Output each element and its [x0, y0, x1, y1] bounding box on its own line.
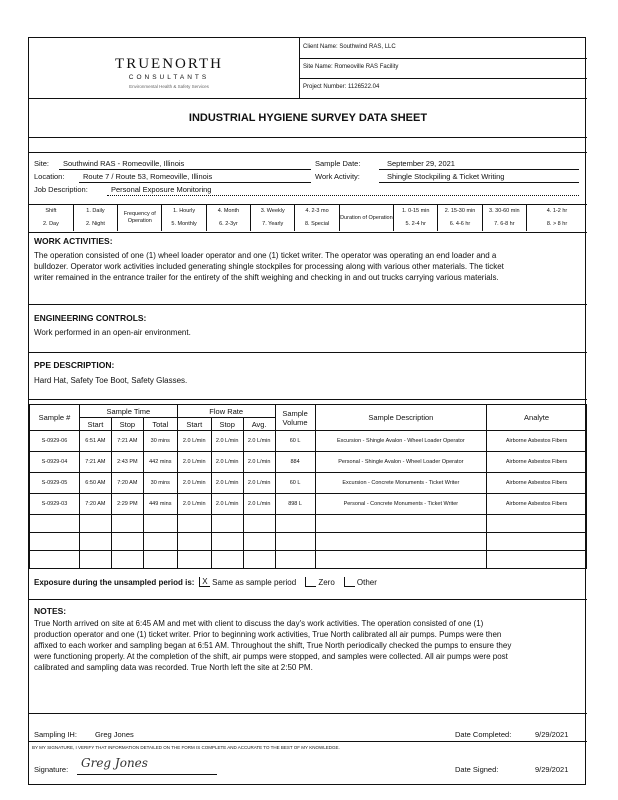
text-line: writer remained in the entrance trailer for the entirety of the shift weighing and checking in and out trucks carrying various materials.: [34, 273, 499, 282]
other-checkbox[interactable]: [344, 577, 355, 587]
freq-cell: 4. 1-2 hr: [546, 208, 568, 214]
same-option-label: Same as sample period: [212, 578, 297, 587]
cell: 884: [275, 452, 315, 473]
logo-sub: CONSULTANTS: [128, 74, 210, 81]
site-name-field: [303, 64, 398, 70]
cell: 2.0 L/min: [211, 494, 243, 515]
freq-cell: Duration of Operation: [339, 205, 393, 231]
cell: 7:21 AM: [79, 452, 111, 473]
col-start: Start: [79, 418, 111, 431]
text-line: True North arrived on site at 6:45 AM and met with client to discuss the day's work activities. The operation consisted of one (1): [34, 619, 484, 628]
work-activity-label: Work Activity:: [315, 172, 360, 181]
work-activities-text: [34, 250, 582, 283]
freq-cell: 7. Yearly: [251, 218, 295, 231]
client-field: [303, 44, 396, 50]
freq-cell: Frequency of Operation: [118, 205, 162, 231]
client-label: Client Name:: [303, 44, 338, 50]
cell: Airborne Asbestos Fibers: [487, 452, 587, 473]
freq-cell: 7. 6-8 hr: [482, 218, 526, 231]
cell: 898 L: [275, 494, 315, 515]
zero-checkbox[interactable]: [305, 577, 316, 587]
cell: 2.0 L/min: [243, 452, 275, 473]
col-flow-rate: Flow Rate: [177, 405, 275, 418]
same-checkbox[interactable]: X: [199, 577, 210, 587]
cell: 60 L: [275, 473, 315, 494]
cell: S-0929-05: [30, 473, 80, 494]
col-analyte: Analyte: [487, 405, 587, 431]
sampling-ih-label: Sampling IH:: [34, 730, 77, 739]
cell: 30 mins: [143, 431, 177, 452]
cell: 2.0 L/min: [243, 473, 275, 494]
certification-statement: BY MY SIGNATURE, I VERIFY THAT INFORMATION DETAILED ON THE FORM IS COMPLETE AND ACCURATE TO THE BEST OF MY KNOWLEDGE.: [32, 745, 340, 750]
exposure-options: [34, 577, 377, 587]
date-completed-value: 9/29/2021: [535, 730, 569, 739]
signature-label: Signature:: [34, 765, 69, 774]
freq-cell: 2. Day: [29, 218, 73, 231]
text-line: calibrated and sampling data was recorded. True North left the site at 2:50 PM.: [34, 663, 313, 672]
date-completed-label: Date Completed:: [455, 730, 512, 739]
job-description-value: Personal Exposure Monitoring: [111, 185, 212, 194]
col-flow-avg: Avg.: [243, 418, 275, 431]
company-logo: [89, 56, 249, 89]
work-activity-value: Shingle Stockpiling & Ticket Writing: [387, 172, 505, 181]
col-flow-stop: Stop: [211, 418, 243, 431]
sample-table: [29, 404, 587, 569]
ppe-heading: PPE DESCRIPTION:: [34, 360, 115, 370]
notes-heading: NOTES:: [34, 606, 67, 616]
cell: 2.0 L/min: [211, 452, 243, 473]
cell: 60 L: [275, 431, 315, 452]
logo-tagline: Environmental Health & Safety Services: [129, 84, 209, 89]
cell: 2.0 L/min: [211, 473, 243, 494]
col-stop: Stop: [111, 418, 143, 431]
work-activities-heading: WORK ACTIVITIES:: [34, 236, 113, 246]
col-total: Total: [143, 418, 177, 431]
table-row-empty: [30, 551, 587, 569]
sampling-ih-value: Greg Jones: [95, 730, 134, 739]
freq-cell: 1. Hourly: [162, 205, 206, 218]
table-row: [30, 431, 587, 452]
cell: 2.0 L/min: [177, 473, 211, 494]
freq-cell: 5. Monthly: [162, 218, 206, 231]
site-label: Site:: [34, 159, 50, 168]
table-row: [30, 473, 587, 494]
freq-cell: 8. Special: [295, 218, 339, 231]
table-row-empty: [30, 515, 587, 533]
cell: 6:51 AM: [79, 431, 111, 452]
cell: 7:20 AM: [111, 473, 143, 494]
zero-option-label: Zero: [318, 578, 335, 587]
site-name-value: Romeoville RAS Facility: [334, 64, 399, 70]
cell: Airborne Asbestos Fibers: [487, 473, 587, 494]
text-line: bulldozer. Operator work activities included generating shingle stockpiles for processing along with various other materials. The ticket: [34, 262, 504, 271]
freq-cell: 5. 2-4 hr: [394, 218, 438, 231]
freq-cell: 1. 0-15 min: [394, 205, 438, 218]
cell: S-0929-04: [30, 452, 80, 473]
freq-cell: 4. 2-3 mo: [295, 205, 339, 218]
cell: 442 mins: [143, 452, 177, 473]
freq-cell: 3. Weekly: [251, 205, 295, 218]
table-row: [30, 452, 587, 473]
exposure-label: Exposure during the unsampled period is:: [34, 578, 195, 587]
sample-date-label: Sample Date:: [315, 159, 361, 168]
cell: 2.0 L/min: [243, 431, 275, 452]
cell: 7:20 AM: [79, 494, 111, 515]
freq-cell: 3. 30-60 min: [482, 205, 526, 218]
freq-cell: 2. 15-30 min: [438, 205, 482, 218]
site-name-label: Site Name:: [303, 64, 333, 70]
freq-cell: 1. Daily: [73, 205, 117, 218]
project-label: Project Number:: [303, 84, 347, 90]
col-sample-no: Sample #: [30, 405, 80, 431]
cell: 2.0 L/min: [177, 452, 211, 473]
handwritten-signature: Greg Jones: [81, 756, 148, 770]
cell: 2:29 PM: [111, 494, 143, 515]
freq-cell: 2. Night: [73, 218, 117, 231]
cell: Excursion - Shingle Avalon - Wheel Loader Operator: [315, 431, 487, 452]
site-value: Southwind RAS - Romeoville, Illinois: [63, 159, 185, 168]
cell: Excursion - Concrete Monuments - Ticket Writer: [315, 473, 487, 494]
col-volume: Sample Volume: [275, 405, 315, 431]
engineering-text: Work performed in an open-air environment.: [34, 328, 191, 337]
page-title: INDUSTRIAL HYGIENE SURVEY DATA SHEET: [188, 112, 428, 124]
cell: 30 mins: [143, 473, 177, 494]
text-line: affixed to each worker and sampling began at 6:51 AM. Throughout the shift, True North periodically checked the pumps to ensure they: [34, 641, 512, 650]
cell: Airborne Asbestos Fibers: [487, 431, 587, 452]
logo-word: TRUENORTH: [115, 56, 223, 72]
cell: 2.0 L/min: [243, 494, 275, 515]
location-label: Location:: [34, 172, 65, 181]
cell: Personal - Shingle Avalon - Wheel Loader Operator: [315, 452, 487, 473]
project-value: 1126522.04: [348, 84, 380, 90]
col-description: Sample Description: [315, 405, 487, 431]
cell: 2:43 PM: [111, 452, 143, 473]
table-row-empty: [30, 533, 587, 551]
freq-cell: 6. 2-3yr: [206, 218, 250, 231]
text-line: production operator and one (1) ticket writer. Prior to beginning work activities, True North calibrated all air pumps. Pumps were then: [34, 630, 502, 639]
cell: S-0929-03: [30, 494, 80, 515]
cell: Airborne Asbestos Fibers: [487, 494, 587, 515]
text-line: The operation consisted of one (1) wheel loader operator and one (1) ticket writer. The operator was operating an end loader and a: [34, 251, 497, 260]
location-value: Route 7 / Route 53, Romeoville, Illinois: [83, 172, 213, 181]
other-option-label: Other: [356, 578, 377, 587]
freq-cell: Shift: [29, 205, 73, 218]
table-row: [30, 494, 587, 515]
text-line: were functioning properly. At the completion of the shift, air pumps were stopped, and samples were collected. All air pumps were post: [34, 652, 508, 661]
sample-date-value: September 29, 2021: [387, 159, 455, 168]
date-signed-value: 9/29/2021: [535, 765, 569, 774]
client-value: Southwind RAS, LLC: [339, 44, 396, 50]
col-sample-time: Sample Time: [79, 405, 177, 418]
cell: Personal - Concrete Monuments - Ticket Writer: [315, 494, 487, 515]
project-field: [303, 84, 379, 90]
freq-cell: 8. > 8 hr: [546, 221, 568, 227]
cell: 6:50 AM: [79, 473, 111, 494]
notes-text: [34, 618, 582, 673]
cell: 2.0 L/min: [177, 494, 211, 515]
ppe-text: Hard Hat, Safety Toe Boot, Safety Glasses.: [34, 376, 188, 385]
cell: 7:21 AM: [111, 431, 143, 452]
job-description-label: Job Description:: [34, 185, 88, 194]
freq-cell: 6. 4-6 hr: [438, 218, 482, 231]
cell: 2.0 L/min: [211, 431, 243, 452]
frequency-table: [29, 205, 587, 231]
cell: S-0929-06: [30, 431, 80, 452]
date-signed-label: Date Signed:: [455, 765, 499, 774]
freq-cell: 4. Month: [206, 205, 250, 218]
engineering-heading: ENGINEERING CONTROLS:: [34, 313, 147, 323]
cell: 449 mins: [143, 494, 177, 515]
cell: 2.0 L/min: [177, 431, 211, 452]
data-sheet: [28, 37, 586, 785]
col-flow-start: Start: [177, 418, 211, 431]
